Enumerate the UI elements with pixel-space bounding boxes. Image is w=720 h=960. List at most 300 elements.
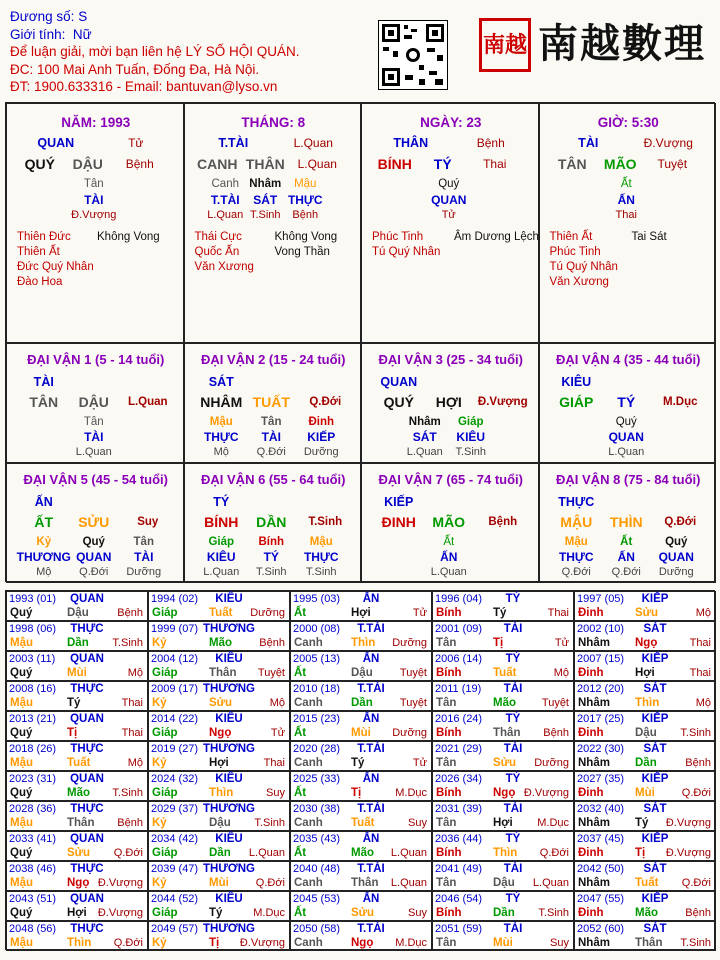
year-phase: L.Quan — [532, 877, 569, 889]
dai-van-phase: Q.Đới — [664, 516, 697, 528]
year-phase: Suy — [266, 787, 285, 799]
year-label: 2007 (15) — [577, 653, 625, 665]
year-stem: Giáp — [152, 907, 178, 919]
year-stem: Nhâm — [578, 757, 610, 769]
year-label: 2034 (42) — [151, 833, 199, 845]
year-label: 2052 (60) — [577, 923, 625, 935]
dai-van-hidden-phase: Mộ — [213, 446, 229, 458]
year-ten-god: QUAN — [70, 653, 104, 665]
year-stem: Nhâm — [578, 697, 610, 709]
year-phase: T.Sinh — [254, 817, 285, 829]
year-phase: Bệnh — [259, 637, 285, 649]
year-ten-god: TÝ — [505, 833, 521, 845]
year-branch: Hợi — [351, 607, 371, 619]
year-stem: Tân — [436, 877, 457, 889]
pillar-title: NĂM: 1993 — [61, 115, 131, 130]
dai-van-branch: HỢI — [435, 394, 462, 410]
year-label: 2029 (37) — [151, 803, 199, 815]
pillars-panel — [5, 102, 715, 582]
year-cell — [6, 711, 148, 741]
year-label: 2021 (29) — [435, 743, 483, 755]
year-stem: Nhâm — [578, 817, 610, 829]
hidden-phase: Thai — [615, 209, 637, 221]
year-label: 2010 (18) — [293, 683, 341, 695]
year-branch: Mão — [493, 697, 516, 709]
year-cell — [290, 621, 432, 651]
year-ten-god: SÁT — [643, 863, 667, 875]
year-label: 2028 (36) — [9, 803, 57, 815]
dai-van-hidden-phase: Dưỡng — [303, 446, 339, 458]
year-cell — [148, 891, 290, 921]
year-ten-god: KIẾP — [641, 593, 669, 605]
dai-van-title: ĐẠI VẬN 5 (45 - 54 tuổi) — [23, 472, 168, 487]
year-label: 2015 (23) — [293, 713, 341, 725]
hidden-ten-god: ẤN — [617, 193, 635, 207]
dai-van-cell — [184, 463, 362, 583]
year-stem: Ất — [294, 727, 307, 739]
other-star: Vong Thần — [274, 246, 330, 258]
year-phase: Đ.Vượng — [523, 787, 569, 799]
year-branch: Sửu — [209, 697, 233, 709]
dai-van-hidden-phase: Q.Đới — [561, 566, 591, 578]
heavenly-stem: TÂN — [557, 156, 587, 172]
year-cell — [290, 681, 432, 711]
hidden-phase: T.Sinh — [249, 209, 281, 221]
year-phase: Đ.Vượng — [239, 937, 285, 949]
contact-line: Để luận giải, mời bạn liên hệ LÝ SỐ HỘI QUÁN. — [10, 44, 300, 59]
year-stem: Đinh — [578, 607, 604, 619]
year-branch: Hợi — [209, 757, 229, 769]
year-cell — [574, 801, 716, 831]
good-star: Phúc Tinh — [549, 246, 601, 258]
year-ten-god: T.TÀI — [357, 803, 385, 815]
year-label: 2031 (39) — [435, 803, 483, 815]
dai-van-phase: T.Sinh — [308, 516, 343, 528]
dai-van-ten-god: QUAN — [380, 375, 418, 389]
year-cell — [148, 651, 290, 681]
year-ten-god: KIẾP — [641, 773, 669, 785]
year-label: 2035 (43) — [293, 833, 341, 845]
year-ten-god: THƯƠNG — [203, 803, 255, 815]
dai-van-hidden-phase: Mộ — [36, 566, 52, 578]
year-stem: Quý — [10, 667, 33, 679]
year-stem: Ất — [294, 787, 307, 799]
dai-van-ten-god: KIẾP — [384, 495, 414, 509]
dai-van-ten-god: TÝ — [213, 495, 230, 509]
year-label: 2045 (53) — [293, 893, 341, 905]
dai-van-branch: DẬU — [78, 394, 109, 410]
year-label: 2005 (13) — [293, 653, 341, 665]
dai-van-stem: GIÁP — [559, 394, 594, 410]
other-star: Không Vong — [274, 231, 338, 243]
dai-van-hidden-ten-god: THỰC — [203, 430, 239, 444]
year-cell — [290, 861, 432, 891]
year-ten-god: SÁT — [643, 683, 667, 695]
dai-van-hidden-phase: Dưỡng — [658, 566, 694, 578]
year-phase: Suy — [408, 907, 427, 919]
year-branch: Thân — [351, 877, 379, 889]
year-stem: Ất — [294, 607, 307, 619]
year-branch: Tuất — [493, 667, 517, 679]
year-phase: Bệnh — [543, 727, 569, 739]
hidden-phase: L.Quan — [207, 209, 244, 221]
year-branch: Dần — [635, 757, 657, 769]
dai-van-cell — [6, 343, 184, 463]
dai-van-hidden-phase: L.Quan — [608, 446, 645, 458]
year-branch: Mùi — [351, 727, 371, 739]
year-cell — [432, 831, 574, 861]
year-ten-god: SÁT — [643, 803, 667, 815]
annual-luck-table — [5, 590, 715, 950]
year-label: 2009 (17) — [151, 683, 199, 695]
year-phase: Q.Đới — [113, 847, 143, 859]
year-phase: T.Sinh — [680, 937, 711, 949]
year-label: 2006 (14) — [435, 653, 483, 665]
year-label: 2000 (08) — [293, 623, 341, 635]
hidden-ten-god: SÁT — [253, 193, 278, 207]
year-label: 2019 (27) — [151, 743, 199, 755]
branch-phase: Bệnh — [125, 157, 154, 171]
dai-van-hidden-ten-god: QUAN — [76, 550, 112, 564]
dai-van-ten-god: ẤN — [34, 495, 53, 509]
year-stem: Quý — [10, 727, 33, 739]
dai-van-ten-god: SÁT — [208, 375, 234, 389]
dai-van-hidden-ten-god: ẤN — [617, 550, 635, 564]
good-star: Văn Xương — [194, 261, 254, 273]
year-phase: Bệnh — [117, 817, 143, 829]
year-label: 2020 (28) — [293, 743, 341, 755]
year-phase: Q.Đới — [539, 847, 569, 859]
year-branch: Dần — [67, 637, 89, 649]
good-star: Quốc Ấn — [194, 246, 240, 258]
year-stem: Tân — [436, 637, 457, 649]
year-stem: Đinh — [578, 787, 604, 799]
stem-ten-god: THÂN — [393, 136, 429, 150]
qr-code-icon — [378, 20, 448, 90]
year-ten-god: T.TÀI — [357, 863, 385, 875]
year-stem: Tân — [436, 697, 457, 709]
year-phase: Tuyệt — [399, 667, 427, 679]
dai-van-hidden-stem: Kỷ — [36, 536, 52, 548]
year-branch: Ngọ — [67, 877, 90, 889]
year-label: 2040 (48) — [293, 863, 341, 875]
year-ten-god: ẤN — [362, 893, 380, 905]
year-ten-god: KIÊU — [215, 653, 243, 665]
year-ten-god: THƯƠNG — [203, 743, 255, 755]
year-label: 2024 (32) — [151, 773, 199, 785]
year-stem: Canh — [294, 697, 323, 709]
year-label: 2011 (19) — [435, 683, 482, 695]
pillar-title: GIỜ: 5:30 — [597, 115, 659, 130]
dai-van-hidden-stem: Mậu — [209, 416, 233, 428]
year-label: 2014 (22) — [151, 713, 199, 725]
year-branch: Tuất — [351, 817, 375, 829]
year-branch: Dậu — [493, 877, 515, 889]
dai-van-stem: QUÝ — [383, 394, 414, 410]
heavenly-stem: BÍNH — [377, 156, 412, 172]
dai-van-hidden-stem: Đinh — [308, 416, 335, 428]
good-star: Thiên Ất — [549, 231, 593, 243]
dai-van-hidden-ten-god: QUAN — [658, 550, 694, 564]
hidden-phase: Bệnh — [292, 209, 319, 221]
year-stem: Canh — [294, 817, 323, 829]
year-cell — [432, 801, 574, 831]
year-ten-god: KIÊU — [215, 773, 243, 785]
year-label: 2041 (49) — [435, 863, 483, 875]
year-cell — [6, 681, 148, 711]
year-branch: Tị — [635, 847, 646, 859]
year-branch: Tý — [493, 607, 507, 619]
year-phase: Đ.Vượng — [97, 907, 143, 919]
year-phase: Thai — [689, 667, 711, 679]
seal-stamp: 南越 — [479, 18, 531, 72]
year-phase: Tử — [270, 727, 285, 739]
year-branch: Tý — [209, 907, 223, 919]
dai-van-hidden-ten-god: TÀI — [84, 430, 104, 444]
year-ten-god: KIẾP — [641, 713, 669, 725]
year-stem: Giáp — [152, 727, 178, 739]
stem-phase: L.Quan — [293, 136, 333, 150]
year-phase: Q.Đới — [681, 787, 711, 799]
year-stem: Tân — [436, 817, 457, 829]
year-ten-god: THỰC — [70, 623, 104, 635]
year-stem: Ất — [294, 847, 307, 859]
year-branch: Tý — [67, 697, 81, 709]
year-ten-god: THỰC — [70, 923, 104, 935]
dai-van-title: ĐẠI VẬN 1 (5 - 14 tuổi) — [27, 352, 165, 367]
dai-van-hidden-phase: L.Quan — [203, 566, 240, 578]
year-phase: T.Sinh — [112, 637, 143, 649]
year-cell — [432, 621, 574, 651]
year-ten-god: SÁT — [643, 623, 667, 635]
dai-van-hidden-ten-god: THƯƠNG — [16, 550, 71, 564]
year-stem: Canh — [294, 877, 323, 889]
year-phase: Dưỡng — [534, 757, 569, 769]
hidden-ten-god: THỰC — [287, 193, 323, 207]
year-stem: Quý — [10, 847, 33, 859]
year-ten-god: KIÊU — [215, 713, 243, 725]
year-stem: Canh — [294, 637, 323, 649]
year-cell — [6, 801, 148, 831]
pillar-cell — [184, 103, 362, 343]
stem-phase: Bệnh — [476, 136, 505, 150]
year-label: 2026 (34) — [435, 773, 483, 785]
dai-van-hidden-ten-god: KIÊU — [456, 430, 486, 444]
year-cell — [148, 801, 290, 831]
year-cell — [574, 741, 716, 771]
dai-van-branch: DẦN — [256, 514, 287, 530]
year-cell — [6, 891, 148, 921]
year-branch: Tuất — [209, 607, 233, 619]
year-branch: Dậu — [635, 727, 657, 739]
dai-van-hidden-phase: L.Quan — [430, 566, 467, 578]
year-label: 2042 (50) — [577, 863, 625, 875]
year-branch: Mão — [209, 637, 232, 649]
year-stem: Mậu — [10, 877, 33, 889]
year-cell — [290, 771, 432, 801]
year-cell — [6, 651, 148, 681]
year-ten-god: QUAN — [70, 833, 104, 845]
year-phase: L.Quan — [390, 847, 427, 859]
year-cell — [290, 591, 432, 621]
year-ten-god: ẤN — [362, 833, 380, 845]
year-label: 2033 (41) — [9, 833, 57, 845]
good-star: Phúc Tinh — [372, 231, 424, 243]
dai-van-hidden-stem: Bính — [258, 536, 285, 548]
pillar-title: NGÀY: 23 — [420, 115, 482, 130]
year-branch: Ngọ — [351, 937, 374, 949]
year-phase: Bệnh — [685, 757, 711, 769]
year-ten-god: TÝ — [505, 713, 521, 725]
dai-van-cell — [361, 343, 539, 463]
year-branch: Mùi — [67, 667, 87, 679]
year-phase: Suy — [408, 817, 427, 829]
year-label: 2004 (12) — [151, 653, 199, 665]
year-branch: Thân — [493, 727, 521, 739]
dai-van-hidden-phase: Dưỡng — [126, 566, 162, 578]
year-stem: Mậu — [10, 637, 33, 649]
hidden-stem: Ất — [620, 178, 632, 190]
dai-van-cell — [184, 343, 362, 463]
dai-van-hidden-phase: Q.Đới — [79, 566, 109, 578]
branch-phase: Thai — [483, 157, 507, 171]
dai-van-stem: ẤT — [34, 514, 54, 530]
year-ten-god: THƯƠNG — [203, 623, 255, 635]
gioi-tinh-label: Giới tính: — [10, 26, 66, 42]
dai-van-title: ĐẠI VẬN 7 (65 - 74 tuổi) — [378, 472, 523, 487]
duong-so-label: Đương số: — [10, 9, 75, 24]
year-branch: Thìn — [67, 937, 92, 949]
year-stem: Ất — [294, 907, 307, 919]
hidden-ten-god: TÀI — [84, 193, 104, 207]
year-cell — [148, 861, 290, 891]
year-label: 1997 (05) — [577, 593, 625, 605]
stem-ten-god: T.TÀI — [218, 136, 249, 150]
year-stem: Đinh — [578, 907, 604, 919]
dai-van-title: ĐẠI VẬN 8 (75 - 84 tuổi) — [556, 472, 701, 487]
dai-van-hidden-phase: L.Quan — [406, 446, 443, 458]
year-stem: Kỷ — [152, 937, 167, 949]
year-label: 2047 (55) — [577, 893, 625, 905]
year-cell — [6, 741, 148, 771]
dai-van-cell — [539, 343, 717, 463]
year-label: 2044 (52) — [151, 893, 199, 905]
dai-van-title: ĐẠI VẬN 2 (15 - 24 tuổi) — [201, 352, 346, 367]
dai-van-hidden-ten-god: QUAN — [608, 430, 644, 444]
dai-van-title: ĐẠI VẬN 6 (55 - 64 tuổi) — [201, 472, 346, 487]
pillar-cell — [361, 103, 539, 343]
year-cell — [574, 921, 716, 951]
dai-van-hidden-phase: Q.Đới — [256, 446, 286, 458]
year-ten-god: KIẾP — [641, 653, 669, 665]
year-ten-god: T.TÀI — [357, 683, 385, 695]
year-phase: Dưỡng — [392, 637, 427, 649]
year-label: 2039 (47) — [151, 863, 199, 875]
hidden-phase: Đ.Vượng — [71, 209, 117, 221]
year-ten-god: TÀI — [503, 683, 523, 695]
dai-van-ten-god: KIÊU — [561, 375, 592, 389]
dai-van-stem: ĐINH — [381, 514, 416, 530]
year-phase: Tử — [412, 757, 427, 769]
year-branch: Mão — [351, 847, 374, 859]
year-cell — [148, 921, 290, 951]
year-stem: Kỷ — [152, 877, 167, 889]
year-phase: Đ.Vượng — [665, 847, 711, 859]
good-star: Đức Quý Nhân — [17, 261, 94, 273]
dai-van-hidden-stem: Quý — [615, 416, 637, 428]
year-ten-god: T.TÀI — [357, 743, 385, 755]
year-branch: Dần — [351, 697, 373, 709]
dai-van-branch: MÃO — [432, 514, 466, 530]
year-phase: Mộ — [127, 757, 143, 769]
year-label: 1993 (01) — [9, 593, 57, 605]
dai-van-hidden-ten-god: THỰC — [558, 550, 594, 564]
phone-email-line: ĐT: 1900.633316 - Email: bantuvan@lyso.vn — [10, 79, 278, 94]
header-info — [10, 8, 370, 96]
year-cell — [6, 921, 148, 951]
stem-ten-god: QUAN — [37, 136, 75, 150]
good-star: Thiên Ất — [17, 246, 60, 258]
earthly-branch: THÂN — [245, 156, 285, 172]
dai-van-branch: TUẤT — [252, 394, 290, 410]
dai-van-phase: Suy — [137, 516, 159, 528]
year-cell — [148, 771, 290, 801]
year-ten-god: TÀI — [503, 803, 523, 815]
year-stem: Canh — [294, 757, 323, 769]
year-phase: Tuyệt — [399, 697, 427, 709]
year-cell — [432, 861, 574, 891]
year-branch: Ngọ — [635, 637, 658, 649]
dai-van-ten-god: TÀI — [33, 375, 54, 389]
year-cell — [148, 741, 290, 771]
dai-van-hidden-stem: Quý — [82, 536, 105, 548]
dai-van-branch: SỬU — [78, 514, 110, 530]
year-ten-god: TÀI — [503, 923, 523, 935]
year-cell — [6, 591, 148, 621]
good-star: Đào Hoa — [17, 276, 63, 288]
dai-van-hidden-stem: Nhâm — [408, 416, 441, 428]
year-branch: Tý — [635, 817, 649, 829]
year-cell — [432, 771, 574, 801]
hidden-stem: Tân — [83, 178, 104, 190]
year-phase: Suy — [550, 937, 569, 949]
dai-van-hidden-ten-god: KIẾP — [307, 430, 336, 444]
year-stem: Mậu — [10, 817, 33, 829]
year-label: 2013 (21) — [9, 713, 57, 725]
year-cell — [290, 711, 432, 741]
year-cell — [432, 741, 574, 771]
dai-van-phase: Q.Đới — [309, 396, 342, 408]
earthly-branch: DẬU — [72, 156, 103, 172]
year-label: 2048 (56) — [9, 923, 57, 935]
year-stem: Mậu — [10, 697, 33, 709]
year-cell — [6, 771, 148, 801]
year-phase: Thai — [689, 637, 711, 649]
dai-van-hidden-phase: T.Sinh — [455, 446, 487, 458]
year-cell — [432, 681, 574, 711]
year-ten-god: SÁT — [643, 923, 667, 935]
year-phase: Bệnh — [685, 907, 711, 919]
good-star: Văn Xương — [549, 276, 609, 288]
gioi-tinh-value: Nữ — [72, 26, 92, 42]
year-stem: Giáp — [152, 847, 178, 859]
year-stem: Đinh — [578, 727, 604, 739]
year-phase: Dưỡng — [250, 607, 285, 619]
dai-van-hidden-ten-god: TÀI — [134, 550, 154, 564]
year-ten-god: TÝ — [505, 773, 521, 785]
year-ten-god: SÁT — [643, 743, 667, 755]
year-branch: Sửu — [67, 847, 91, 859]
